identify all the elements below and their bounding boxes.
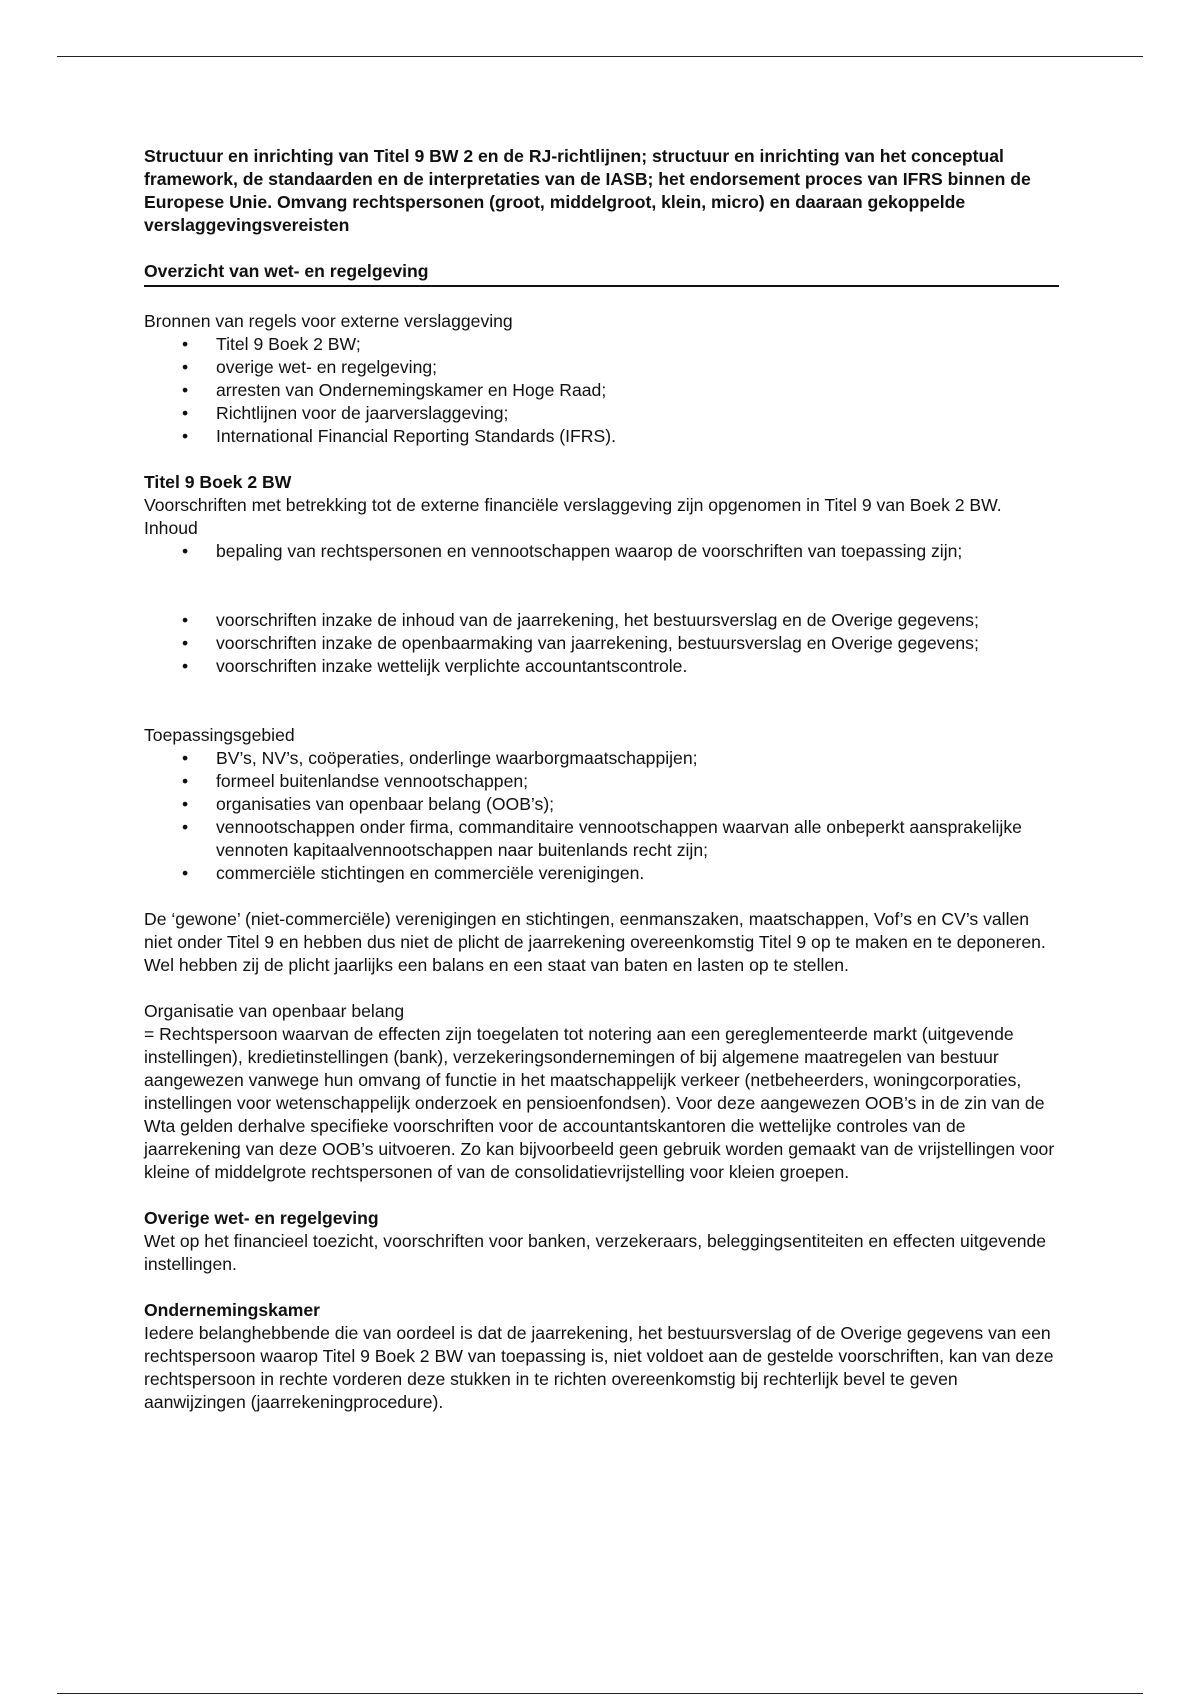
ondernemingskamer-paragraph: Iedere belanghebbende die van oordeel is dat de jaarrekening, het bestuursverslag of de Overige gegevens van een rechtspersoon waarop Titel 9 Boek 2 BW van toepassing is, niet voldoet aan de gestelde voorschriften, kan van deze rechtspersoon in rechte vorderen deze stukken in te richten overeenkomstig bij rechterlijk bevel te geven aanwijzingen (jaarrekeningprocedure). (144, 1323, 1054, 1412)
list-item: • Richtlijnen voor de jaarverslaggeving; (144, 402, 1059, 425)
sources-intro: Bronnen van regels voor externe verslaggeving (144, 311, 513, 331)
page-bottom-rule (57, 1693, 1143, 1694)
document-title: Structuur en inrichting van Titel 9 BW 2 en de RJ-richtlijnen; structuur en inrichting van het conceptual framework, de standaarden en de interpretaties van de IASB; het endorsement proces van IFRS binnen de Europese Unie. Omvang rechtspersonen (groot, middelgroot, klein, micro) en daaraan gekoppelde verslaggevingsvereisten (144, 146, 1031, 235)
list-item: • vennootschappen onder firma, commanditaire vennootschappen waarvan alle onbeperkt aansprakelijke vennoten kapitaalvennootschappen naar buitenlands recht zijn; (144, 816, 1059, 862)
list-item: • commerciële stichtingen en commerciële verenigingen. (144, 862, 1059, 885)
inhoud-list-first (144, 540, 1059, 563)
list-item: • BV’s, NV’s, coöperaties, onderlinge waarborgmaatschappijen; (144, 747, 1059, 770)
oob-paragraph: = Rechtspersoon waarvan de effecten zijn toegelaten tot notering aan een gereglementeerde markt (uitgevende instellingen), kredietinstellingen (bank), verzekeringsondernemingen of bij algemene maatregelen van bestuur aangewezen vanwege hun omvang of functie in het maatschappelijk verkeer (netbeheerders, woningcorporaties, instellingen voor wetenschappelijk onderzoek en pensioenfondsen). Voor deze aangewezen OOB’s in de zin van de Wta gelden derhalve specifieke voorschriften voor de accountantskantoren die wettelijke controles van de jaarrekening van deze OOB’s uitvoeren. Zo kan bijvoorbeeld geen gebruik worden gemaakt van de vrijstellingen voor kleine of middelgrote rechtspersonen of van de consolidatievrijstelling voor kleien groepen. (144, 1024, 1055, 1182)
gewone-paragraph: De ‘gewone’ (niet-commerciële) verenigingen en stichtingen, eenmanszaken, maatschappen, Vof’s en CV’s vallen niet onder Titel 9 en hebben dus niet de plicht de jaarrekening overeenkomstig Titel 9 op te maken en te deponeren. Wel hebben zij de plicht jaarlijks een balans en een staat van baten en lasten op te stellen. (144, 909, 1046, 975)
overige-paragraph: Wet op het financieel toezicht, voorschriften voor banken, verzekeraars, beleggingsentiteiten en effecten uitgevende instellingen. (144, 1231, 1047, 1274)
list-item: • organisaties van openbaar belang (OOB’s); (144, 793, 1059, 816)
list-item: • voorschriften inzake de inhoud van de jaarrekening, het bestuursverslag en de Overige gegevens; (144, 609, 1059, 632)
sources-list (144, 333, 1059, 448)
document-body (144, 145, 1059, 1414)
inhoud-list (144, 609, 1059, 678)
list-item: • arresten van Ondernemingskamer en Hoge Raad; (144, 379, 1059, 402)
list-item: • voorschriften inzake wettelijk verplichte accountantscontrole. (144, 655, 1059, 678)
list-item: • voorschriften inzake de openbaarmaking van jaarrekening, bestuursverslag en Overige gegevens; (144, 632, 1059, 655)
section-heading-overzicht: Overzicht van wet- en regelgeving (144, 260, 1059, 287)
oob-label: Organisatie van openbaar belang (144, 1001, 405, 1021)
inhoud-label: Inhoud (144, 518, 198, 538)
page-top-rule (57, 56, 1143, 57)
heading-ondernemingskamer: Ondernemingskamer (144, 1300, 320, 1320)
toepassing-label: Toepassingsgebied (144, 725, 295, 745)
list-item: • International Financial Reporting Standards (IFRS). (144, 425, 1059, 448)
list-item: • bepaling van rechtspersonen en vennootschappen waarop de voorschriften van toepassing zijn; (144, 540, 1059, 563)
list-item: • Titel 9 Boek 2 BW; (144, 333, 1059, 356)
toepassing-list (144, 747, 1059, 885)
heading-overige: Overige wet- en regelgeving (144, 1208, 379, 1228)
list-item: • formeel buitenlandse vennootschappen; (144, 770, 1059, 793)
titel-9-text: Voorschriften met betrekking tot de externe financiële verslaggeving zijn opgenomen in Titel 9 van Boek 2 BW. (144, 495, 1002, 515)
list-item: • overige wet- en regelgeving; (144, 356, 1059, 379)
heading-titel-9: Titel 9 Boek 2 BW (144, 472, 292, 492)
